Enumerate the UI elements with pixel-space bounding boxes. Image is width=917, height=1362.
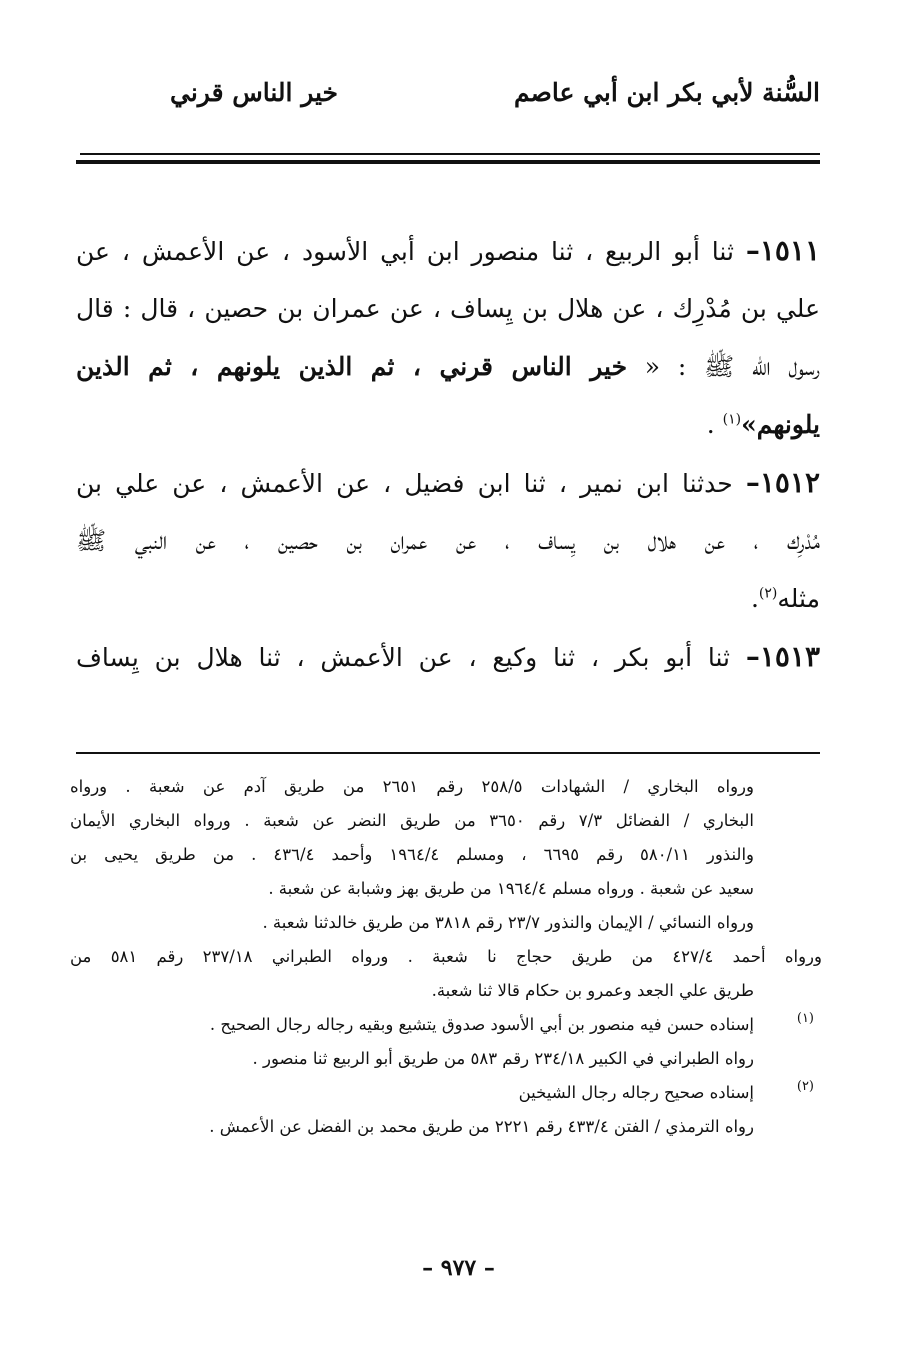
hadith-number: ١٥١٢– <box>745 466 820 499</box>
book-title: السُّنة لأبي بكر ابن أبي عاصم <box>513 78 820 107</box>
footnote-2: (٢) إسناده صحيح رجاله رجال الشيخين <box>70 1076 822 1110</box>
header-rule-thin <box>80 153 820 155</box>
page-number: – ٩٧٧ – <box>422 1255 495 1281</box>
hadith-1511-line-4: يلونهم»$^{(١)}$ . <box>706 410 820 439</box>
hadith-number: ١٥١٣– <box>745 640 820 673</box>
main-text <box>76 222 820 686</box>
hadith-matn-end: يلونهم» <box>741 410 820 439</box>
hadith-number: ١٥١١– <box>745 234 820 267</box>
footnote-line: رواه الترمذي / الفتن ٤٣٣/٤ رقم ٢٢٢١ من طريق محمد بن الفضل عن الأعمش . <box>209 1117 754 1136</box>
footnote-line: سعيد عن شعبة . ورواه مسلم ١٩٦٤/٤ من طريق بهز وشبابة عن شعبة . <box>268 879 754 898</box>
footnote-line: البخاري / الفضائل ٧/٣ رقم ٣٦٥٠ من طريق النضر عن شعبة . ورواه البخاري الأيمان <box>70 811 755 830</box>
footnote-1: (١) إسناده حسن فيه منصور بن أبي الأسود صدوق يتشيع وبقيه رجاله رجال الصحيح . <box>70 1008 822 1042</box>
hadith-1512-line-3: مثله$^{(٢)}$. <box>750 584 820 613</box>
footnote-line: ورواه أحمد ٤٢٧/٤ من طريق حجاج نا شعبة . ورواه الطبراني ٢٣٧/١٨ رقم ٥٨١ من <box>70 947 822 966</box>
footnotes <box>70 770 822 1144</box>
footnote-line: ورواه النسائي / الإيمان والنذور ٢٣/٧ رقم ٣٨١٨ من طريق خالدثنا شعبة . <box>262 913 754 932</box>
hadith-1513-line-1: ١٥١٣– ثنا أبو بكر ، ثنا وكيع ، عن الأعمش ، ثنا هلال بن يِساف <box>76 640 820 673</box>
footnote-line: ورواه البخاري / الشهادات ٢٥٨/٥ رقم ٢٦٥١ من طريق آدم عن شعبة . ورواه <box>70 777 754 796</box>
footnote-line: رواه الطبراني في الكبير ٢٣٤/١٨ رقم ٥٨٣ من طريق أبو الربيع ثنا منصور . <box>252 1049 754 1068</box>
hadith-1512-line-2: مُدْرِك ، عن هلال بن يِساف ، عن عمران بن حصين ، عن النبي ﷺ <box>76 526 820 555</box>
hadith-1511-line-3: رسول الله ﷺ : « خير الناس قرني ، ثم الذين يلونهم ، ثم الذين <box>76 352 820 381</box>
footnote-line: والنذور ٥٨٠/١١ رقم ٦٦٩٥ ، ومسلم ١٩٦٤/٤ وأحمد ٤٣٦/٤ . من طريق يحيى بن <box>70 845 755 864</box>
hadith-1512-line-1: ١٥١٢– حدثنا ابن نمير ، ثنا ابن فضيل ، عن الأعمش ، عن علي بن <box>76 466 820 499</box>
footnote-ref-1: (١) <box>722 411 742 428</box>
footnote-line: طريق علي الجعد وعمرو بن حكام قالا ثنا شعبة. <box>431 981 754 1000</box>
header-rule-thick <box>76 160 820 164</box>
footnote-ref-2: (٢) <box>758 585 778 602</box>
footnote-separator <box>76 752 820 754</box>
hadith-1511-line-1: ١٥١١– ثنا أبو الربيع ، ثنا منصور ابن أبي الأسود ، عن الأعمش ، عن <box>76 234 820 267</box>
running-header <box>80 78 820 118</box>
hadith-matn: خير الناس قرني ، ثم الذين يلونهم ، ثم الذين <box>76 352 628 381</box>
footnote-marker-1: (١) <box>796 1011 814 1026</box>
chapter-title: خير الناس قرني <box>170 78 338 107</box>
hadith-1511-line-2: علي بن مُدْرِك ، عن هلال بن يِساف ، عن عمران بن حصين ، قال : قال <box>76 294 820 323</box>
footnote-marker-2: (٢) <box>796 1079 814 1094</box>
